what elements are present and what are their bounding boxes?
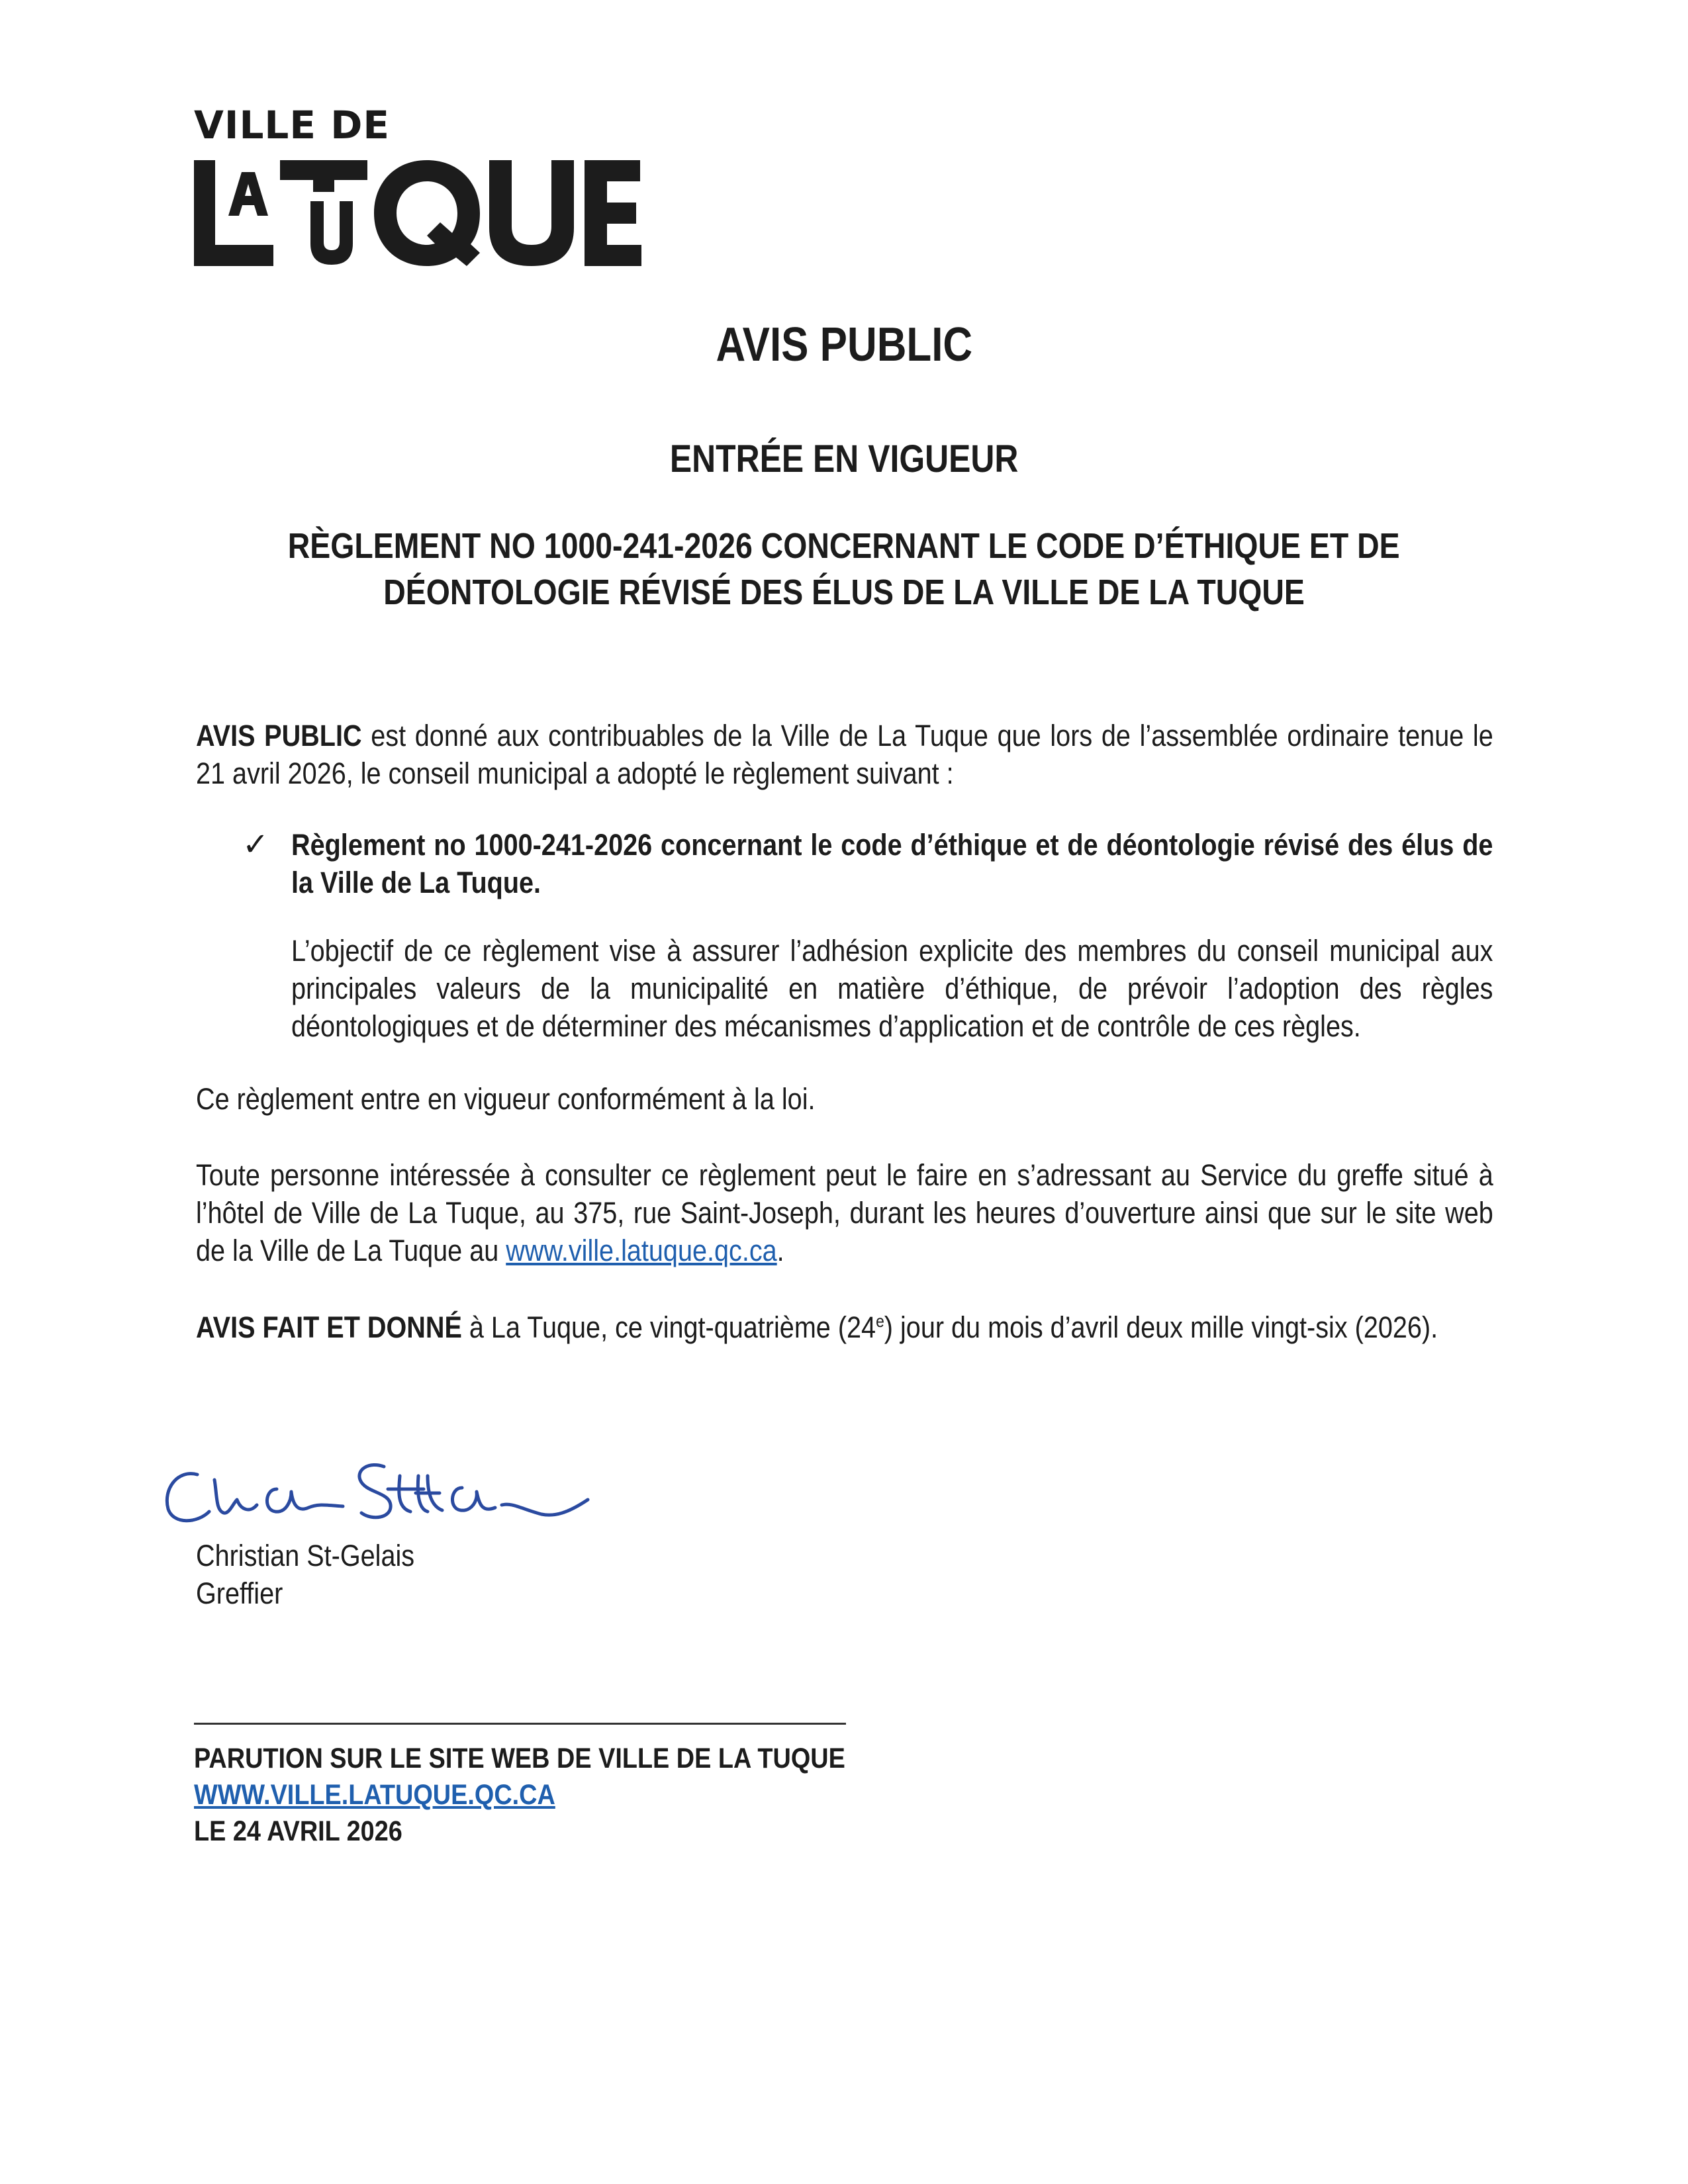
regulation-title-line-2: DÉONTOLOGIE RÉVISÉ DES ÉLUS DE LA VILLE DE LA TUQUE — [383, 572, 1305, 612]
regulation-title — [0, 523, 1688, 615]
effect-text: Ce règlement entre en vigueur conformément à la loi. — [196, 1082, 816, 1116]
footer-date: LE 24 AVRIL 2026 — [194, 1815, 402, 1847]
signatory-role: Greffier — [196, 1576, 283, 1610]
given-text-1: à La Tuque, ce vingt-quatrième (24 — [461, 1310, 876, 1344]
notice-title: AVIS PUBLIC — [716, 318, 972, 371]
consult-paragraph — [196, 1156, 1493, 1269]
handwritten-signature — [151, 1449, 614, 1535]
bullet-text: Règlement no 1000-241-2026 concernant le code d’éthique et de déontologie révisé des élus de la Ville de La Tuque. — [291, 828, 1493, 899]
given-paragraph — [196, 1308, 1493, 1346]
objective-text: L’objectif de ce règlement vise à assurer l’adhésion explicite des membres du conseil municipal aux principales valeurs de la municipalité en matière d’éthique, de prévoir l’adoption des règles déontologiques et de déterminer des mécanismes d’application et de contrôle de ces règles. — [291, 934, 1493, 1043]
consult-text: Toute personne intéressée à consulter ce règlement peut le faire en s’adressant au Service du greffe situé à l’hôtel de Ville de La Tuque, au 375, rue Saint-Joseph, durant les heures d’ouverture ainsi que sur le site web de la Ville de La Tuque au — [196, 1158, 1493, 1267]
footer-divider — [194, 1723, 846, 1725]
footer-website-link[interactable]: WWW.VILLE.LATUQUE.QC.CA — [194, 1779, 555, 1811]
notice-subtitle: ENTRÉE EN VIGUEUR — [669, 437, 1019, 480]
intro-lead: AVIS PUBLIC — [196, 719, 362, 752]
city-logo — [194, 103, 644, 266]
signatory-block — [196, 1537, 444, 1612]
checkmark-icon: ✓ — [242, 826, 269, 863]
consult-end: . — [776, 1234, 784, 1267]
intro-text: est donné aux contribuables de la Ville de La Tuque que lors de l’assemblée ordinaire tenue le 21 avril 2026, le conseil municipal a adopté le règlement suivant : — [196, 719, 1493, 790]
logo-line-1: VILLE DE — [194, 103, 390, 148]
objective-paragraph — [291, 932, 1493, 1045]
publication-footer — [194, 1741, 934, 1850]
given-lead: AVIS FAIT ET DONNÉ — [196, 1310, 462, 1344]
regulation-title-line-1: RÈGLEMENT NO 1000-241-2026 CONCERNANT LE CODE D’ÉTHIQUE ET DE — [288, 526, 1400, 566]
website-link[interactable]: www.ville.latuque.qc.ca — [506, 1234, 777, 1267]
intro-paragraph — [196, 717, 1493, 792]
signatory-name: Christian St-Gelais — [196, 1539, 415, 1572]
footer-line-1: PARUTION SUR LE SITE WEB DE VILLE DE LA TUQUE — [194, 1743, 845, 1774]
effect-paragraph — [196, 1080, 1493, 1118]
given-superscript: e — [876, 1311, 884, 1331]
given-text-2: ) jour du mois d’avril deux mille vingt-six (2026). — [884, 1310, 1438, 1344]
bullet-regulation — [291, 826, 1493, 901]
logo-wordmark — [194, 160, 644, 266]
